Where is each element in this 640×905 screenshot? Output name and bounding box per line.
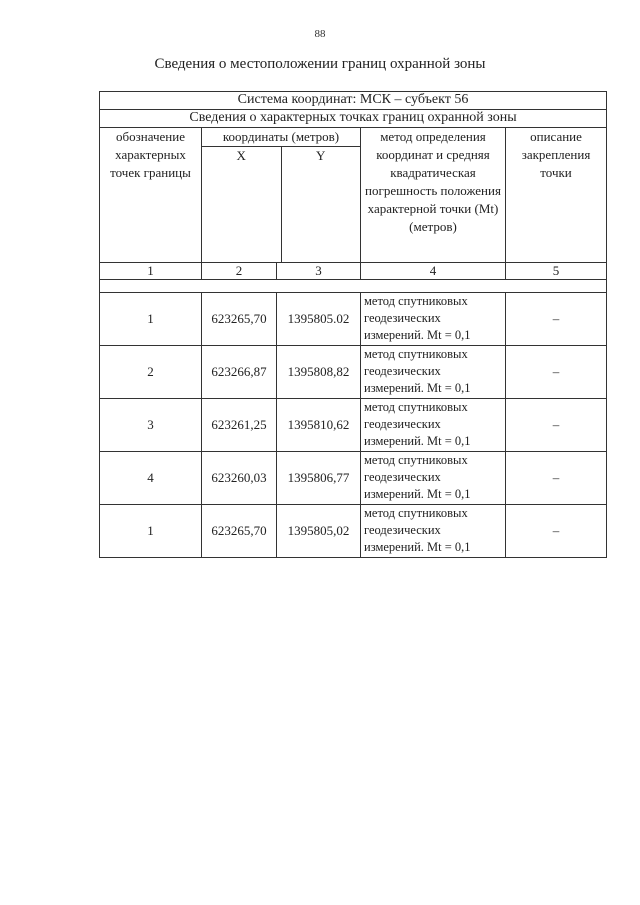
cell-x: 623265,70	[202, 505, 277, 558]
cell-y: 1395808,82	[277, 346, 361, 399]
cell-x: 623265,70	[202, 293, 277, 346]
cell-y: 1395806,77	[277, 452, 361, 505]
table-row	[100, 452, 607, 505]
column-number: 3	[277, 263, 361, 280]
cell-method: метод спутниковых геодезических измерений. Mt = 0,1	[361, 293, 506, 346]
table-row	[100, 399, 607, 452]
cell-point: 2	[100, 346, 202, 399]
column-number-row	[100, 263, 607, 280]
column-number: 5	[506, 263, 607, 280]
cell-x: 623260,03	[202, 452, 277, 505]
cell-y: 1395810,62	[277, 399, 361, 452]
cell-method: метод спутниковых геодезических измерений. Mt = 0,1	[361, 452, 506, 505]
cell-description: –	[506, 346, 607, 399]
column-number: 2	[202, 263, 277, 280]
cell-point: 4	[100, 452, 202, 505]
column-number: 1	[100, 263, 202, 280]
column-number: 4	[361, 263, 506, 280]
page-number: 88	[314, 28, 326, 40]
section-title-header: Сведения о характерных точках границ охранной зоны	[100, 110, 607, 128]
coordinate-system-header: Система координат: МСК – субъект 56	[100, 92, 607, 110]
cell-method: метод спутниковых геодезических измерений. Mt = 0,1	[361, 346, 506, 399]
spacer-cell	[100, 280, 607, 293]
cell-description: –	[506, 293, 607, 346]
table-row	[100, 293, 607, 346]
cell-method: метод спутниковых геодезических измерений. Mt = 0,1	[361, 399, 506, 452]
table-row	[100, 346, 607, 399]
header-y: Y	[316, 148, 326, 163]
header-x: X	[202, 147, 282, 262]
cell-description: –	[506, 399, 607, 452]
cell-x: 623261,25	[202, 399, 277, 452]
cell-x: 623266,87	[202, 346, 277, 399]
cell-y: 1395805,02	[277, 505, 361, 558]
cell-y: 1395805.02	[277, 293, 361, 346]
header-coordinates	[202, 128, 361, 263]
cell-point: 1	[100, 505, 202, 558]
cell-point: 3	[100, 399, 202, 452]
document-title: Сведения о местоположении границ охранной зоны	[154, 56, 486, 72]
header-method: метод определения координат и средняя квадратическая погрешность положения характерной точки (Mt) (метров)	[361, 128, 506, 263]
header-description: описание закрепления точки	[506, 128, 607, 263]
header-point-designation: обозначение характерных точек границы	[100, 128, 202, 263]
cell-method: метод спутниковых геодезических измерений. Mt = 0,1	[361, 505, 506, 558]
cell-point: 1	[100, 293, 202, 346]
boundary-points-table	[99, 91, 607, 558]
cell-description: –	[506, 505, 607, 558]
cell-description: –	[506, 452, 607, 505]
header-coordinates-group: координаты (метров)	[202, 128, 360, 147]
spacer-row	[100, 280, 607, 293]
table-row	[100, 505, 607, 558]
